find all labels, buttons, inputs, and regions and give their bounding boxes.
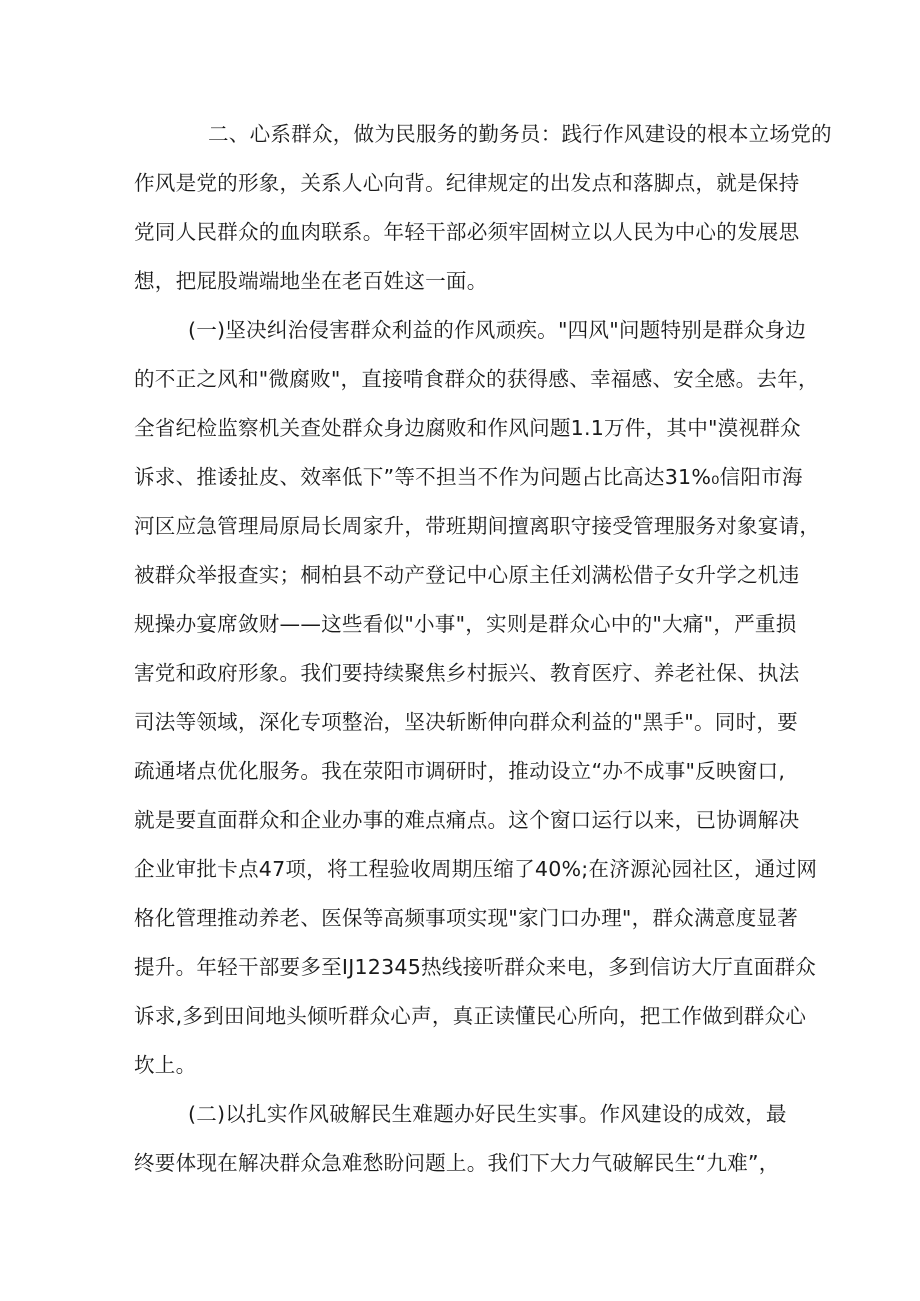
text-line: 河区应急管理局原局长周家升，带班期间擅离职守接受管理服务对象宴请，: [134, 514, 821, 538]
text-line: (二)以扎实作风破解民生难题办好民生实事。作风建设的成效，最: [188, 1102, 787, 1126]
text-line: 党同人民群众的血肉联系。年轻干部必须牢固树立以人民为中心的发展思: [134, 220, 800, 244]
text-line: 全省纪检监察机关查处群众身边腐败和作风问题1.1万件，其中"漠视群众: [134, 416, 801, 440]
text-line: 害党和政府形象。我们要持续聚焦乡村振兴、教育医疗、养老社保、执法: [134, 661, 800, 685]
text-line: (一)坚决纠治侵害群众利益的作风顽疾。"四风"问题特别是群众身边: [188, 318, 807, 342]
text-line: 终要体现在解决群众急难愁盼问题上。我们下大力气破解民生“九难”，: [134, 1151, 780, 1175]
text-line: 格化管理推动养老、医保等高频事项实现"家门口办理"，群众满意度显著: [134, 906, 798, 930]
text-line: 想，把屁股端端地坐在老百姓这一面。: [134, 269, 488, 293]
text-line: 司法等领域，深化专项整治，坚决斩断伸向群众利益的"黑手"。同时，要: [134, 710, 798, 734]
text-line: 被群众举报查实；桐柏县不动产登记中心原主任刘满松借子女升学之机违: [134, 563, 800, 587]
text-line: 就是要直面群众和企业办事的难点痛点。这个窗口运行以来，已协调解决: [134, 808, 800, 832]
text-line: 二、心系群众，做为民服务的勤务员：践行作风建设的根本立场党的: [208, 122, 832, 146]
text-line: 诉求、推诿扯皮、效率低下”等不担当不作为问题占比高达31%₀信阳市海: [134, 465, 803, 489]
text-line: 的不正之风和"微腐败"，直接啃食群众的获得感、幸福感、安全感。去年，: [134, 367, 819, 391]
text-line: 作风是党的形象，关系人心向背。纪律规定的出发点和落脚点，就是保持: [134, 171, 800, 195]
text-line: 提升。年轻干部要多至IJ12345热线接听群众来电，多到信访大厅直面群众: [134, 955, 817, 979]
text-line: 疏通堵点优化服务。我在荥阳市调研时，推动设立“办不成事"反映窗口,: [134, 759, 786, 783]
text-line: 坎上。: [134, 1053, 197, 1077]
text-line: 企业审批卡点47项，将工程验收周期压缩了40%;在济源沁园社区，通过网: [134, 857, 818, 881]
text-line: 规操办宴席敛财——这些看似"小事"，实则是群众心中的"大痛"，严重损: [134, 612, 797, 636]
text-line: 诉求,多到田间地头倾听群众心声，真正读懂民心所向，把工作做到群众心: [134, 1004, 807, 1028]
